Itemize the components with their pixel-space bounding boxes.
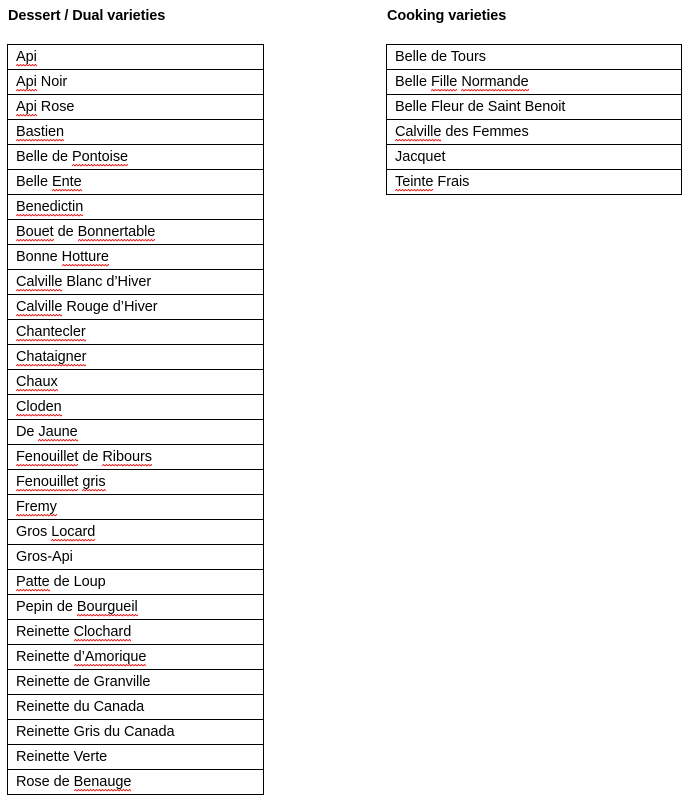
table-row bbox=[8, 520, 264, 545]
table-row bbox=[387, 120, 682, 145]
variety-name-cell: Reinette d’Amorique bbox=[8, 645, 264, 670]
table-row bbox=[8, 120, 264, 145]
variety-name-cell: Reinette Gris du Canada bbox=[8, 720, 264, 745]
table-row bbox=[387, 170, 682, 195]
variety-name-cell: Bouet de Bonnertable bbox=[8, 220, 264, 245]
spellcheck-underline: Api bbox=[16, 99, 37, 118]
spellcheck-underline: Benauge bbox=[74, 774, 132, 793]
table-row bbox=[8, 270, 264, 295]
variety-name-cell: Api Noir bbox=[8, 70, 264, 95]
spellcheck-underline: d’Amorique bbox=[74, 649, 147, 668]
spellcheck-underline: Chaux bbox=[16, 374, 58, 393]
spellcheck-underline: Ribours bbox=[102, 449, 152, 468]
table-row bbox=[8, 195, 264, 220]
variety-name-cell bbox=[8, 395, 264, 420]
page-title-cooking: Cooking varieties bbox=[387, 8, 507, 24]
table-row bbox=[8, 470, 264, 495]
variety-table-cooking bbox=[386, 44, 682, 195]
variety-name-cell: Belle Ente bbox=[8, 170, 264, 195]
spellcheck-underline: Cloden bbox=[16, 399, 62, 418]
spellcheck-underline: Teinte bbox=[395, 174, 433, 193]
table-row bbox=[8, 745, 264, 770]
table-row bbox=[387, 45, 682, 70]
spellcheck-underline: Clochard bbox=[74, 624, 132, 643]
table-row bbox=[8, 420, 264, 445]
spellcheck-underline: Fremy bbox=[16, 499, 57, 518]
spellcheck-underline: Bastien bbox=[16, 124, 64, 143]
table-row bbox=[8, 495, 264, 520]
variety-name-cell: Calville Rouge d’Hiver bbox=[8, 295, 264, 320]
variety-name-cell: Api Rose bbox=[8, 95, 264, 120]
variety-name-cell bbox=[8, 470, 264, 495]
spellcheck-underline: Calville bbox=[16, 274, 62, 293]
variety-name-cell bbox=[8, 120, 264, 145]
table-row bbox=[8, 345, 264, 370]
table-row bbox=[8, 670, 264, 695]
spellcheck-underline: Benedictin bbox=[16, 199, 83, 218]
table-row bbox=[387, 95, 682, 120]
table-row bbox=[8, 295, 264, 320]
variety-name-cell: Fenouillet de Ribours bbox=[8, 445, 264, 470]
spellcheck-underline: Chantecler bbox=[16, 324, 86, 343]
spellcheck-underline: Patte bbox=[16, 574, 50, 593]
variety-name-cell: De Jaune bbox=[8, 420, 264, 445]
spellcheck-underline: Api bbox=[16, 49, 37, 68]
table-row bbox=[8, 695, 264, 720]
page-title-dessert-dual: Dessert / Dual varieties bbox=[8, 8, 166, 24]
spellcheck-underline: Calville bbox=[16, 299, 62, 318]
variety-name-cell: Gros Locard bbox=[8, 520, 264, 545]
spellcheck-underline: Jaune bbox=[38, 424, 77, 443]
table-row bbox=[387, 145, 682, 170]
table-row bbox=[8, 70, 264, 95]
variety-table-body-cooking bbox=[387, 45, 682, 195]
spellcheck-underline: Calville bbox=[395, 124, 441, 143]
variety-name-cell: Reinette de Granville bbox=[8, 670, 264, 695]
spellcheck-underline: Ente bbox=[52, 174, 82, 193]
variety-name-cell: Patte de Loup bbox=[8, 570, 264, 595]
table-row bbox=[8, 145, 264, 170]
variety-name-cell: Reinette Clochard bbox=[8, 620, 264, 645]
variety-name-cell: Belle de Pontoise bbox=[8, 145, 264, 170]
table-row bbox=[8, 770, 264, 795]
table-row bbox=[8, 45, 264, 70]
spellcheck-underline: Hotture bbox=[62, 249, 109, 268]
spellcheck-underline: Pontoise bbox=[72, 149, 128, 168]
table-row bbox=[8, 545, 264, 570]
table-row bbox=[8, 320, 264, 345]
variety-name-cell: Rose de Benauge bbox=[8, 770, 264, 795]
variety-table-dessert-dual bbox=[7, 44, 264, 795]
spellcheck-underline: Api bbox=[16, 74, 37, 93]
table-row bbox=[8, 720, 264, 745]
table-row bbox=[387, 70, 682, 95]
table-row bbox=[8, 220, 264, 245]
table-row bbox=[8, 370, 264, 395]
table-row bbox=[8, 170, 264, 195]
variety-table-body-dessert-dual bbox=[8, 45, 264, 795]
variety-name-cell: Calville Blanc d’Hiver bbox=[8, 270, 264, 295]
spellcheck-underline: Bonnertable bbox=[78, 224, 156, 243]
variety-name-cell: Teinte Frais bbox=[387, 170, 682, 195]
variety-name-cell: Pepin de Bourgueil bbox=[8, 595, 264, 620]
table-row bbox=[8, 645, 264, 670]
variety-name-cell: Reinette du Canada bbox=[8, 695, 264, 720]
variety-name-cell: Reinette Verte bbox=[8, 745, 264, 770]
variety-name-cell: Bonne Hotture bbox=[8, 245, 264, 270]
spellcheck-underline: Fenouillet bbox=[16, 449, 78, 468]
table-row bbox=[8, 570, 264, 595]
variety-name-cell bbox=[8, 195, 264, 220]
table-row bbox=[8, 445, 264, 470]
spellcheck-underline: Normande bbox=[461, 74, 528, 93]
table-row bbox=[8, 620, 264, 645]
variety-name-cell bbox=[8, 320, 264, 345]
variety-name-cell bbox=[8, 345, 264, 370]
spellcheck-underline: Bouet bbox=[16, 224, 54, 243]
variety-name-cell: Belle de Tours bbox=[387, 45, 682, 70]
variety-name-cell: Gros-Api bbox=[8, 545, 264, 570]
table-row bbox=[8, 245, 264, 270]
spellcheck-underline: Bourgueil bbox=[77, 599, 138, 618]
spellcheck-underline: Fille bbox=[431, 74, 457, 93]
spellcheck-underline: Fenouillet bbox=[16, 474, 78, 493]
variety-name-cell: Belle Fleur de Saint Benoit bbox=[387, 95, 682, 120]
variety-name-cell bbox=[8, 45, 264, 70]
spellcheck-underline: Locard bbox=[51, 524, 95, 543]
table-row bbox=[8, 395, 264, 420]
variety-name-cell: Calville des Femmes bbox=[387, 120, 682, 145]
variety-name-cell bbox=[8, 495, 264, 520]
spellcheck-underline: gris bbox=[82, 474, 105, 493]
spellcheck-underline: Chataigner bbox=[16, 349, 86, 368]
variety-name-cell bbox=[8, 370, 264, 395]
table-row bbox=[8, 95, 264, 120]
table-row bbox=[8, 595, 264, 620]
variety-name-cell: Jacquet bbox=[387, 145, 682, 170]
variety-name-cell: Belle Fille Normande bbox=[387, 70, 682, 95]
